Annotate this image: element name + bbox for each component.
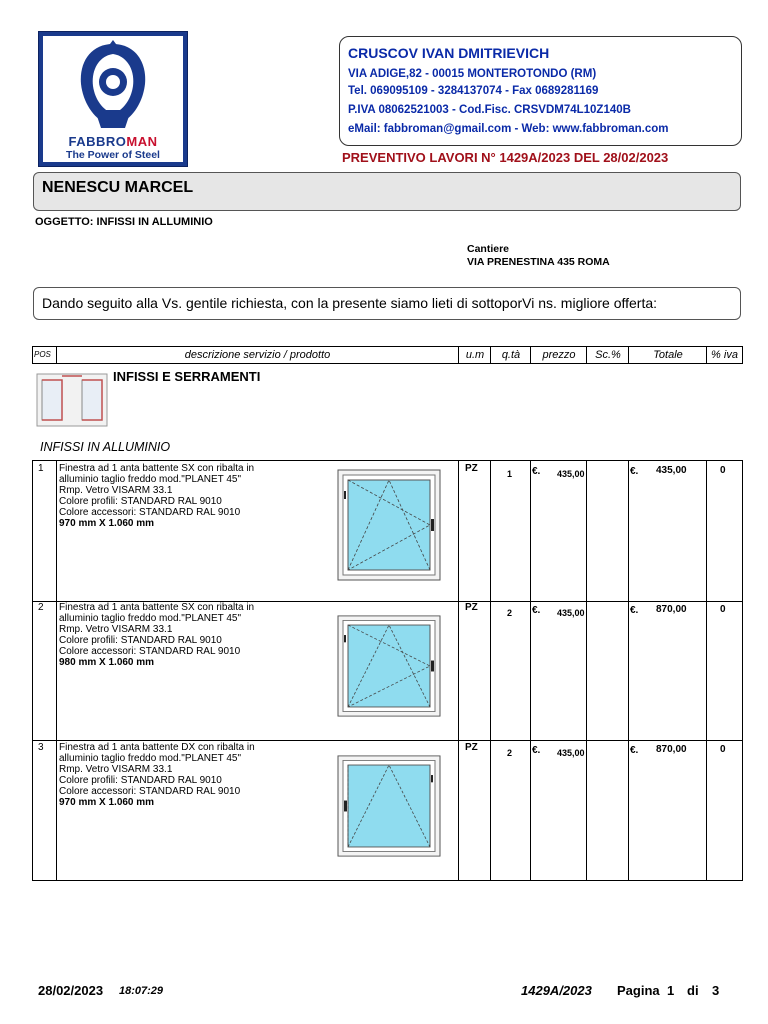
row-pos: 1 — [38, 463, 44, 474]
company-tax-ids: P.IVA 08062521003 - Cod.Fisc. CRSVDM74L10Z140B — [348, 104, 631, 116]
col-divider — [490, 461, 491, 601]
footer-doc-number: 1429A/2023 — [521, 983, 592, 998]
section-title: INFISSI E SERRAMENTI — [113, 369, 261, 384]
col-divider — [530, 600, 531, 740]
row-pos: 3 — [38, 742, 44, 753]
row-quantity: 2 — [507, 748, 513, 758]
row-total: 435,00 — [656, 465, 687, 476]
subject-line: OGGETTO: INFISSI IN ALLUMINIO — [35, 216, 213, 228]
header-description: descrizione servizio / prodotto — [56, 347, 458, 363]
col-divider — [56, 740, 57, 880]
col-divider — [490, 600, 491, 740]
company-phones: Tel. 069095109 - 3284137074 - Fax 0689281169 — [348, 85, 599, 97]
row-description — [59, 463, 254, 529]
footer-page: 1 — [667, 983, 675, 998]
helmet-icon — [73, 40, 153, 132]
footer-pages: 3 — [712, 983, 720, 998]
header-vat: % iva — [706, 347, 742, 363]
company-address: VIA ADIGE,82 - 00015 MONTEROTONDO (RM) — [348, 68, 597, 80]
site-address — [467, 243, 610, 269]
table-row — [32, 460, 743, 602]
row-quantity: 1 — [507, 469, 513, 479]
col-divider — [56, 600, 57, 740]
row-currency: €. — [532, 466, 541, 477]
col-divider — [586, 461, 587, 601]
table-row — [32, 600, 743, 741]
row-quantity: 2 — [507, 608, 513, 618]
header-total: Totale — [628, 347, 707, 363]
description-line: alluminio taglio freddo mod."PLANET 45" — [59, 474, 242, 485]
footer-date: 28/02/2023 — [38, 983, 104, 998]
logo-wordmark: FABBROMAN — [68, 134, 158, 149]
description-line: Rmp. Vetro VISARM 33.1 — [59, 764, 173, 775]
row-total: 870,00 — [656, 604, 687, 615]
header-quantity: q.tà — [490, 347, 531, 363]
subsection-title: INFISSI IN ALLUMINIO — [40, 440, 171, 454]
row-unit: PZ — [465, 463, 478, 474]
row-currency: €. — [532, 605, 541, 616]
footer-of-label: di — [687, 983, 699, 998]
col-divider — [628, 740, 629, 880]
row-unit: PZ — [465, 602, 478, 613]
company-info-box — [339, 36, 742, 146]
row-price: 435,00 — [557, 748, 585, 758]
col-divider — [628, 600, 629, 740]
row-total: 870,00 — [656, 744, 687, 755]
client-box — [33, 172, 741, 211]
row-size: 980 mm X 1.060 mm — [59, 657, 155, 668]
row-pos: 2 — [38, 602, 44, 613]
col-divider — [530, 740, 531, 880]
row-currency: €. — [532, 745, 541, 756]
description-line: Colore accessori: STANDARD RAL 9010 — [59, 646, 241, 657]
row-vat: 0 — [720, 465, 726, 476]
row-unit: PZ — [465, 742, 478, 753]
client-name: NENESCU MARCEL — [42, 179, 194, 196]
window-drawing — [337, 469, 441, 581]
header-discount: Sc.% — [586, 347, 629, 363]
row-total-currency: €. — [630, 605, 639, 616]
description-line: Rmp. Vetro VISARM 33.1 — [59, 485, 173, 496]
row-price: 435,00 — [557, 469, 585, 479]
description-line: Rmp. Vetro VISARM 33.1 — [59, 624, 173, 635]
quote-title: PREVENTIVO LAVORI N° 1429A/2023 DEL 28/02/2023 — [342, 150, 669, 165]
description-line: alluminio taglio freddo mod."PLANET 45" — [59, 753, 242, 764]
col-divider — [586, 600, 587, 740]
site-label: Cantiere — [467, 243, 510, 255]
description-line: Colore accessori: STANDARD RAL 9010 — [59, 786, 241, 797]
col-divider — [458, 461, 459, 601]
col-divider — [706, 600, 707, 740]
description-line: Colore profili: STANDARD RAL 9010 — [59, 635, 222, 646]
description-line: Finestra ad 1 anta battente SX con ribalta in — [59, 463, 255, 474]
site-street: VIA PRENESTINA 435 ROMA — [467, 256, 610, 268]
col-divider — [458, 740, 459, 880]
windows-section-icon — [36, 372, 108, 428]
header-pos: POS — [34, 350, 51, 359]
company-logo — [38, 31, 188, 167]
description-line: Colore accessori: STANDARD RAL 9010 — [59, 507, 241, 518]
logo-tagline: The Power of Steel — [66, 149, 160, 161]
col-divider — [56, 461, 57, 601]
footer-time: 18:07:29 — [119, 985, 164, 997]
col-divider — [706, 740, 707, 880]
row-size: 970 mm X 1.060 mm — [59, 797, 155, 808]
description-line: Finestra ad 1 anta battente SX con ribalta in — [59, 602, 255, 613]
row-vat: 0 — [720, 744, 726, 755]
col-divider — [706, 461, 707, 601]
window-drawing — [337, 615, 441, 717]
row-size: 970 mm X 1.060 mm — [59, 518, 155, 529]
intro-text: Dando seguito alla Vs. gentile richiesta, con la presente siamo lieti di sottoporVi ns. migliore offerta: — [42, 295, 658, 311]
header-price: prezzo — [530, 347, 587, 363]
col-divider — [530, 461, 531, 601]
row-total-currency: €. — [630, 745, 639, 756]
description-line: Colore profili: STANDARD RAL 9010 — [59, 775, 222, 786]
col-divider — [586, 740, 587, 880]
footer-page-label: Pagina — [617, 983, 660, 998]
row-total-currency: €. — [630, 466, 639, 477]
row-description — [59, 602, 254, 668]
company-name: CRUSCOV IVAN DMITRIEVICH — [348, 45, 550, 61]
col-divider — [628, 461, 629, 601]
row-vat: 0 — [720, 604, 726, 615]
header-unit: u.m — [458, 347, 491, 363]
row-price: 435,00 — [557, 608, 585, 618]
table-row — [32, 740, 743, 881]
intro-box — [33, 287, 741, 320]
row-description — [59, 742, 255, 808]
table-header — [32, 346, 743, 364]
description-line: alluminio taglio freddo mod."PLANET 45" — [59, 613, 242, 624]
description-line: Finestra ad 1 anta battente DX con ribalta in — [59, 742, 255, 753]
col-divider — [458, 600, 459, 740]
description-line: Colore profili: STANDARD RAL 9010 — [59, 496, 222, 507]
window-drawing — [337, 755, 441, 857]
company-contacts: eMail: fabbroman@gmail.com - Web: www.fabbroman.com — [348, 123, 669, 135]
col-divider — [490, 740, 491, 880]
